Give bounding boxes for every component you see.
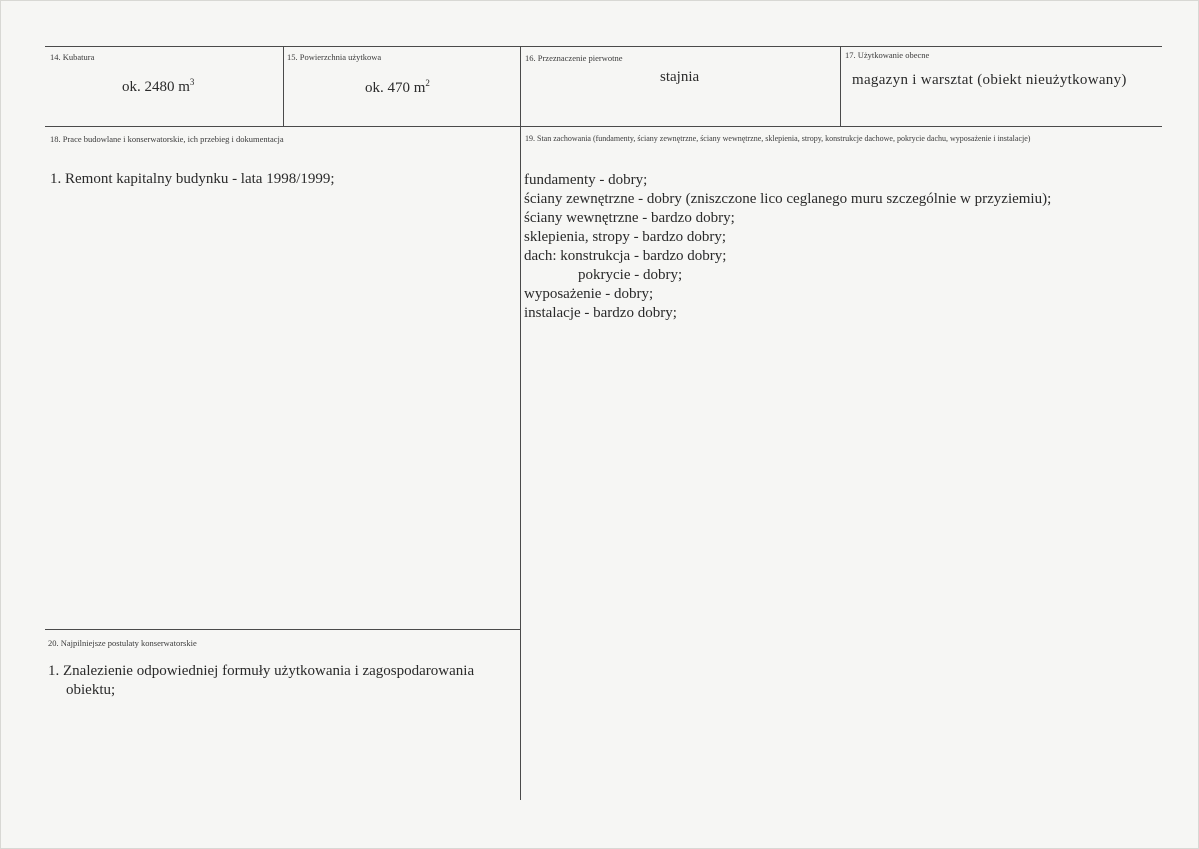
stan-line: pokrycie - dobry; (578, 267, 683, 283)
stan-line: ściany wewnętrzne - bardzo dobry; (524, 210, 735, 226)
field-16-label: 16. Przeznaczenie pierwotne (525, 53, 623, 63)
postulat-line-2: obiektu; (66, 682, 116, 698)
stan-line: sklepienia, stropy - bardzo dobry; (524, 229, 727, 245)
divider-center (520, 46, 521, 800)
stan-line: wyposażenie - dobry; (524, 286, 654, 302)
kubatura-value: ok. 2480 m (122, 79, 190, 95)
field-20-label: 20. Najpilniejsze postulaty konserwatorskie (48, 638, 197, 648)
divider-14-15 (283, 46, 284, 126)
powierzchnia-value: ok. 470 m (365, 80, 426, 96)
field-18-item: 1. Remont kapitalny budynku - lata 1998/1999; (50, 171, 335, 187)
stan-line: ściany zewnętrzne - dobry (zniszczone lico ceglanego muru szczególnie w przyziemiu); (524, 191, 1052, 207)
field-15-value (365, 80, 430, 97)
divider-16-17 (840, 46, 841, 126)
field-18-label: 18. Prace budowlane i konserwatorskie, ich przebieg i dokumentacja (50, 134, 284, 144)
field-15-label: 15. Powierzchnia użytkowa (287, 52, 382, 62)
field-14-value (122, 79, 194, 96)
stan-line: dach: konstrukcja - bardzo dobry; (524, 248, 727, 264)
row1-bottom-rule (45, 126, 1162, 127)
top-rule (45, 46, 1162, 47)
stan-line: instalacje - bardzo dobry; (524, 305, 677, 321)
field-14-label: 14. Kubatura (50, 52, 95, 62)
field-16-value: stajnia (660, 69, 700, 85)
field-19-label: 19. Stan zachowania (fundamenty, ściany zewnętrzne, ściany wewnętrzne, sklepienia, stropy, konstrukcje dachowe, pokrycie dachu, wyposażenie i instalacje) (525, 134, 1031, 143)
field-17-value: magazyn i warsztat (obiekt nieużytkowany) (852, 72, 1127, 88)
row2-left-bottom-rule (45, 629, 521, 630)
kubatura-exponent: 3 (189, 77, 195, 87)
field-20-item (48, 662, 520, 700)
stan-line: fundamenty - dobry; (524, 172, 648, 188)
postulat-line-1: 1. Znalezienie odpowiedniej formuły użytkowania i zagospodarowania (48, 663, 475, 679)
field-19-list (524, 171, 1051, 323)
powierzchnia-exponent: 2 (425, 78, 430, 88)
field-17-label: 17. Użytkowanie obecne (845, 50, 930, 60)
